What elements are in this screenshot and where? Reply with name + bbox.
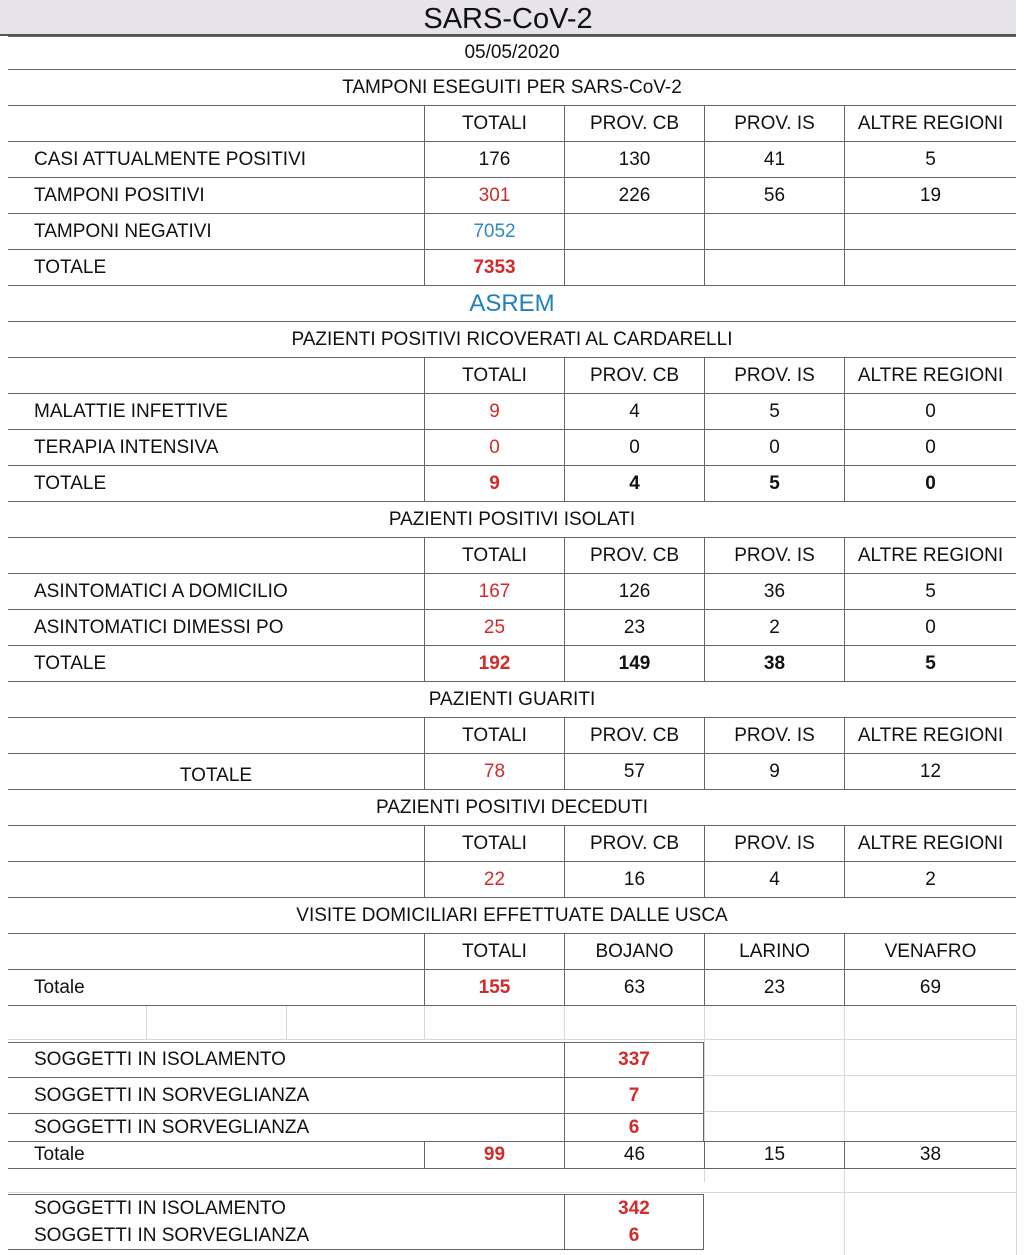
- asrem-heading: ASREM: [469, 289, 555, 317]
- cell-altre-regioni: 19: [844, 178, 1016, 213]
- cell-prov-cb: 126: [564, 574, 704, 609]
- header-row: [8, 358, 1016, 394]
- header-prov-cb: PROV. CB: [564, 106, 704, 141]
- cell-prov-is: 2: [704, 610, 844, 645]
- row-label: MALATTIE INFETTIVE: [34, 400, 228, 422]
- cell-value: 337: [564, 1043, 704, 1078]
- table-row: [8, 142, 1016, 178]
- header-altre-regioni: ALTRE REGIONI: [844, 718, 1016, 753]
- grid-line: [1016, 1006, 1017, 1255]
- header-altre-regioni: ALTRE REGIONI: [844, 358, 1016, 393]
- cell-prov-cb: 0: [564, 430, 704, 465]
- header-prov-cb: PROV. CB: [564, 826, 704, 861]
- empty-grid-row: [704, 1040, 1016, 1076]
- cell-prov-is: 4: [704, 862, 844, 897]
- cell-altre-regioni: 0: [844, 610, 1016, 645]
- header-totali: TOTALI: [424, 934, 564, 969]
- cell-altre-regioni: 5: [844, 574, 1016, 609]
- cell-bojano: 63: [564, 970, 704, 1005]
- header-totali: TOTALI: [424, 106, 564, 141]
- table-row: [8, 862, 1016, 898]
- row-label: TOTALE: [34, 652, 107, 674]
- cell-altre-regioni: 5: [844, 646, 1016, 681]
- cell-prov-cb: [564, 214, 704, 249]
- cell-prov-is: 41: [704, 142, 844, 177]
- cell-totali: 78: [424, 754, 564, 789]
- empty-grid-row: [8, 1006, 1016, 1040]
- table-row: [8, 1194, 704, 1222]
- section-title-row: [8, 70, 1016, 106]
- cell-totali: 7052: [424, 214, 564, 249]
- section-title: PAZIENTI POSITIVI RICOVERATI AL CARDARELLI: [291, 328, 733, 350]
- row-label: Totale: [34, 1144, 85, 1165]
- cell-totali: 22: [424, 862, 564, 897]
- row-label: SOGGETTI IN ISOLAMENTO: [34, 1197, 286, 1219]
- section-title-row: [8, 790, 1016, 826]
- table-row: [8, 1141, 1016, 1169]
- cell-altre-regioni: 5: [844, 142, 1016, 177]
- grid-line: [564, 1006, 565, 1040]
- cell-prov-is: 5: [704, 466, 844, 501]
- header-empty: [8, 826, 424, 861]
- table-row: [8, 1114, 704, 1142]
- row-label: SOGGETTI IN SORVEGLIANZA: [34, 1117, 310, 1138]
- row-label: TAMPONI NEGATIVI: [34, 220, 212, 242]
- row-label: TERAPIA INTENSIVA: [34, 436, 219, 458]
- cell-prov-is: [704, 250, 844, 285]
- cell-altre-regioni: 12: [844, 754, 1016, 789]
- row-label: TOTALE: [34, 472, 107, 494]
- row-label: SOGGETTI IN SORVEGLIANZA: [8, 1222, 564, 1250]
- cell-totali: 176: [424, 142, 564, 177]
- cell-totali: 167: [424, 574, 564, 609]
- row-label: SOGGETTI IN ISOLAMENTO: [8, 1043, 564, 1078]
- cell-totali: 25: [424, 610, 564, 645]
- table-row: [8, 466, 1016, 502]
- row-label: CASI ATTUALMENTE POSITIVI: [34, 148, 307, 170]
- section-title: PAZIENTI POSITIVI ISOLATI: [388, 508, 636, 530]
- table-row: [8, 1042, 704, 1078]
- cell-prov-is: 5: [704, 394, 844, 429]
- section-title-row: [8, 502, 1016, 538]
- cell-prov-is: [704, 214, 844, 249]
- row-label: [8, 862, 424, 897]
- cell-prov-is: 36: [704, 574, 844, 609]
- header-altre-regioni: ALTRE REGIONI: [844, 538, 1016, 573]
- row-label: TAMPONI POSITIVI: [34, 184, 205, 206]
- cell-totali: 99: [424, 1142, 564, 1168]
- header-prov-cb: PROV. CB: [564, 718, 704, 753]
- row-label: Totale: [34, 976, 85, 998]
- cell-prov-cb: 226: [564, 178, 704, 213]
- header-empty: [8, 538, 424, 573]
- empty-grid-row: [704, 1076, 1016, 1112]
- header-totali: TOTALI: [424, 718, 564, 753]
- section-title-row: [8, 322, 1016, 358]
- cell-prov-cb: 16: [564, 862, 704, 897]
- header-altre-regioni: ALTRE REGIONI: [844, 826, 1016, 861]
- row-label: SOGGETTI IN SORVEGLIANZA: [8, 1078, 564, 1114]
- grid-line: [146, 1006, 147, 1040]
- cell-prov-is: 38: [704, 646, 844, 681]
- table-row: [8, 646, 1016, 682]
- header-empty: [8, 718, 424, 753]
- cell-value: 6: [564, 1114, 704, 1142]
- empty-grid-row: [8, 1169, 1016, 1193]
- table-row: [8, 610, 1016, 646]
- cell-prov-cb: 23: [564, 610, 704, 645]
- header-row: [8, 718, 1016, 754]
- row-label: TOTALE: [34, 256, 107, 278]
- cell-prov-is: 9: [704, 754, 844, 789]
- table-row: [8, 178, 1016, 214]
- cell-altre-regioni: 2: [844, 862, 1016, 897]
- header-prov-is: PROV. IS: [704, 106, 844, 141]
- cell-totali: 192: [424, 646, 564, 681]
- table-row: [8, 754, 1016, 790]
- header-prov-is: PROV. IS: [704, 826, 844, 861]
- cell-totali: 0: [424, 430, 564, 465]
- cell-prov-is: 0: [704, 430, 844, 465]
- header-larino: LARINO: [704, 934, 844, 969]
- header-altre-regioni: ALTRE REGIONI: [844, 106, 1016, 141]
- section-title-row: [8, 682, 1016, 718]
- header-venafro: VENAFRO: [844, 934, 1016, 969]
- table-row: [8, 970, 1016, 1006]
- cell-larino: 23: [704, 970, 844, 1005]
- cell-altre-regioni: [844, 250, 1016, 285]
- cell-prov-cb: 57: [564, 754, 704, 789]
- cell-totali: 9: [424, 394, 564, 429]
- section-title: TAMPONI ESEGUITI PER SARS-CoV-2: [342, 76, 682, 98]
- cell-altre-regioni: 0: [844, 394, 1016, 429]
- header-prov-cb: PROV. CB: [564, 358, 704, 393]
- table-row: [8, 394, 1016, 430]
- cell-venafro: 38: [844, 1142, 1016, 1168]
- cell-altre-regioni: 0: [844, 466, 1016, 501]
- cell-prov-cb: 4: [564, 394, 704, 429]
- date-row: [8, 36, 1016, 70]
- header-row: [8, 826, 1016, 862]
- cell-altre-regioni: 0: [844, 430, 1016, 465]
- header-row: [8, 538, 1016, 574]
- header-prov-is: PROV. IS: [704, 538, 844, 573]
- section-title: PAZIENTI GUARITI: [428, 688, 596, 710]
- header-totali: TOTALI: [424, 538, 564, 573]
- cell-totali: 9: [424, 466, 564, 501]
- header-prov-cb: PROV. CB: [564, 538, 704, 573]
- header-totali: TOTALI: [424, 358, 564, 393]
- header-empty: [8, 934, 424, 969]
- header-empty: [8, 106, 424, 141]
- report-date: 05/05/2020: [464, 42, 560, 63]
- cell-prov-cb: 149: [564, 646, 704, 681]
- section-title: VISITE DOMICILIARI EFFETTUATE DALLE USCA: [296, 904, 728, 926]
- cell-totali: 7353: [424, 250, 564, 285]
- row-label: ASINTOMATICI A DOMICILIO: [34, 580, 288, 602]
- header-prov-is: PROV. IS: [704, 718, 844, 753]
- cell-prov-is: 56: [704, 178, 844, 213]
- table-row: [8, 214, 1016, 250]
- header-bojano: BOJANO: [564, 934, 704, 969]
- table-row: [8, 574, 1016, 610]
- cell-venafro: 69: [844, 970, 1016, 1005]
- grid-line: [424, 1006, 425, 1040]
- row-label: ASINTOMATICI DIMESSI PO: [34, 616, 284, 638]
- row-label: TOTALE: [179, 764, 253, 786]
- table-row: [8, 1222, 704, 1250]
- cell-value: 6: [564, 1222, 704, 1250]
- header-row: [8, 106, 1016, 142]
- cell-larino: 15: [704, 1142, 844, 1168]
- cell-altre-regioni: [844, 214, 1016, 249]
- table-row: [8, 430, 1016, 466]
- section-title: PAZIENTI POSITIVI DECEDUTI: [375, 796, 648, 818]
- cell-value: 342: [564, 1195, 704, 1222]
- header-row: [8, 934, 1016, 970]
- cell-totali: 301: [424, 178, 564, 213]
- cell-bojano: 46: [564, 1142, 704, 1168]
- header-empty: [8, 358, 424, 393]
- header-totali: TOTALI: [424, 826, 564, 861]
- asrem-row: [8, 286, 1016, 322]
- table-row: [8, 1078, 704, 1114]
- table-row: [8, 250, 1016, 286]
- grid-line: [286, 1006, 287, 1040]
- cell-value: 7: [564, 1078, 704, 1114]
- cell-prov-cb: 4: [564, 466, 704, 501]
- cell-totali: 155: [424, 970, 564, 1005]
- section-title-row: [8, 898, 1016, 934]
- sheet-title: SARS-CoV-2: [0, 0, 1016, 36]
- cell-prov-cb: [564, 250, 704, 285]
- header-prov-is: PROV. IS: [704, 358, 844, 393]
- cell-prov-cb: 130: [564, 142, 704, 177]
